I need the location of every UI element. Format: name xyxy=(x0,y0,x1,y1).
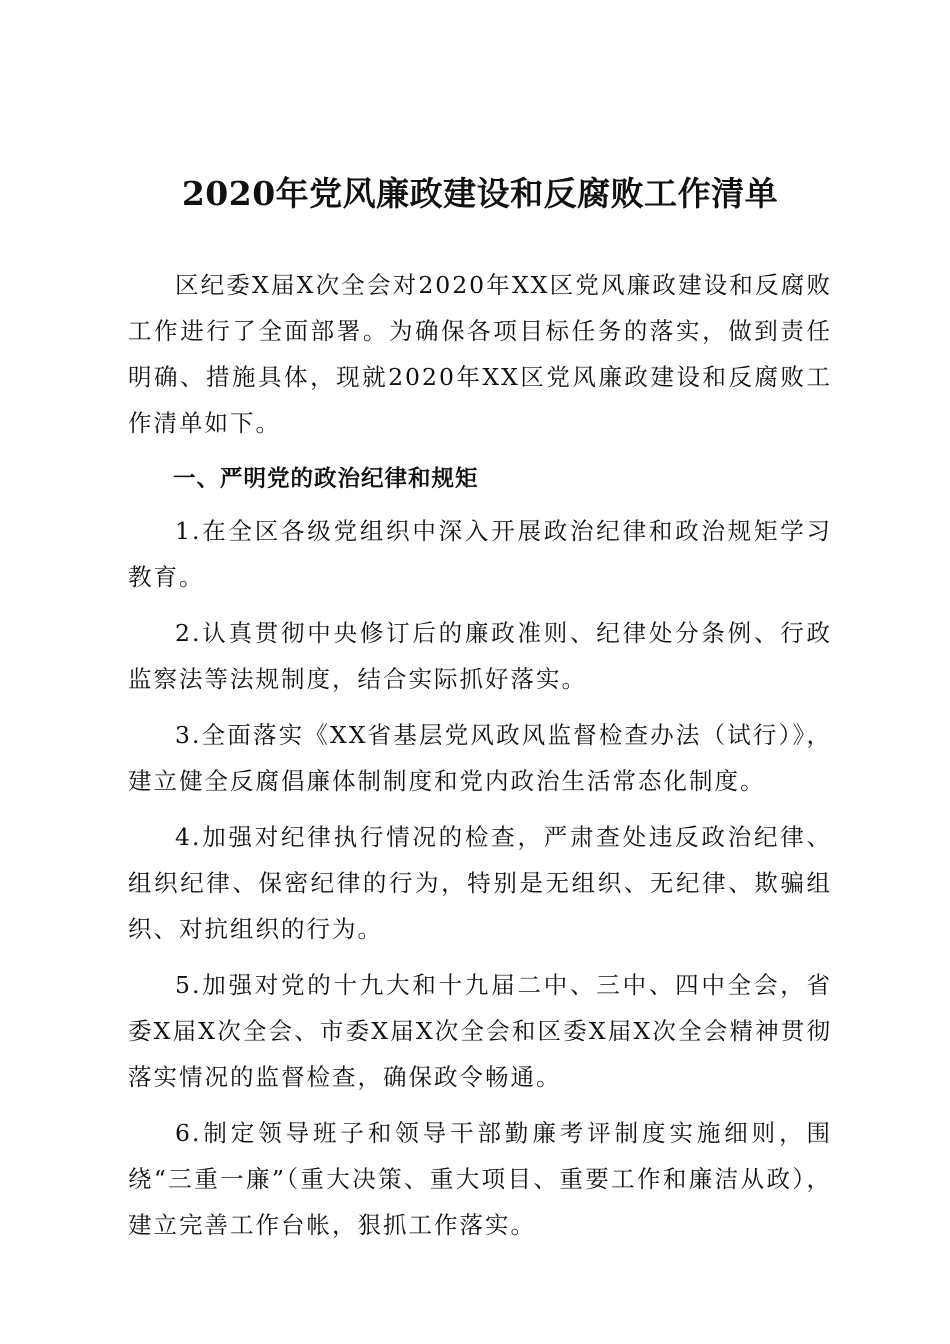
list-item: 3.全面落实《XX省基层党风政风监督检查办法（试行）》，建立健全反腐倡廉体制制度和党内政治生活常态化制度。 xyxy=(128,721,832,795)
intro-paragraph: 区纪委X届X次全会对2020年XX区党风廉政建设和反腐败工作进行了全面部署。为确保各项目标任务的落实，做到责任明确、措施具体，现就2020年XX区党风廉政建设和反腐败工作清单如下。 xyxy=(128,271,832,437)
document-title: 2020年党风廉政建设和反腐败工作清单 xyxy=(181,174,779,213)
document-body xyxy=(128,262,832,1258)
list-item: 4.加强对纪律执行情况的检查，严肃查处违反政治纪律、组织纪律、保密纪律的行为，特别是无组织、无纪律、欺骗组织、对抗组织的行为。 xyxy=(128,823,832,943)
list-item: 2.认真贯彻中央修订后的廉政准则、纪律处分条例、行政监察法等法规制度，结合实际抓好落实。 xyxy=(128,619,832,693)
list-item: 6.制定领导班子和领导干部勤廉考评制度实施细则，围绕“三重一廉”（重大决策、重大项目、重要工作和廉洁从政），建立完善工作台帐，狠抓工作落实。 xyxy=(128,1119,832,1239)
section-heading: 一、严明党的政治纪律和规矩 xyxy=(173,466,479,492)
list-item: 5.加强对党的十九大和十九届二中、三中、四中全会，省委X届X次全会、市委X届X次全会和区委X届X次全会精神贯彻落实情况的监督检查，确保政令畅通。 xyxy=(128,971,832,1091)
list-item: 1.在全区各级党组织中深入开展政治纪律和政治规矩学习教育。 xyxy=(128,517,832,591)
